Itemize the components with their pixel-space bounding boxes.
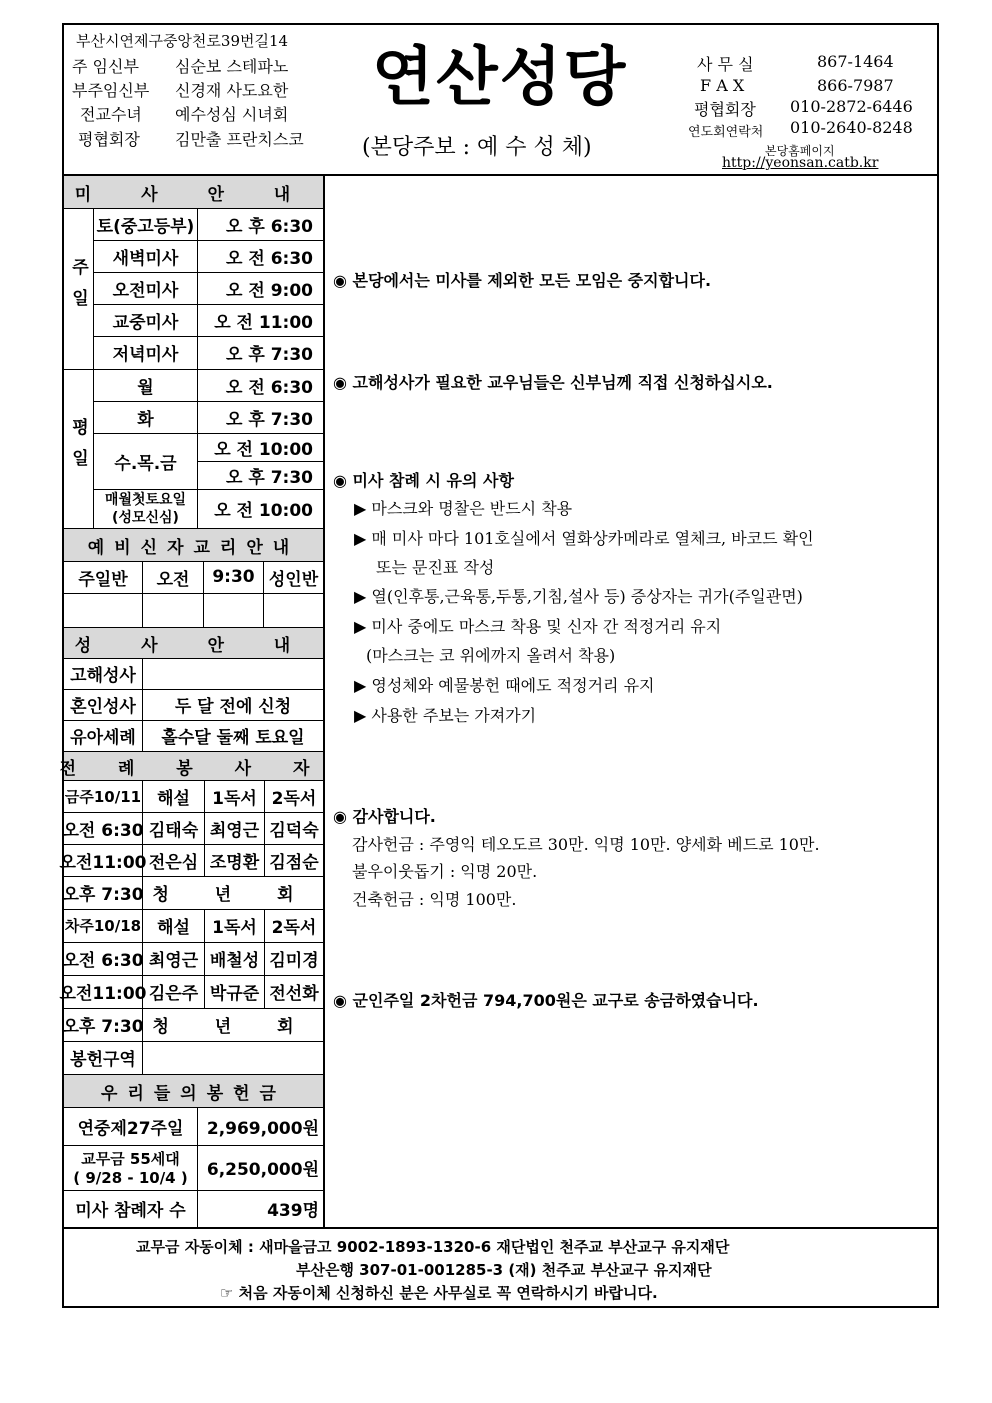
notice-meetings-suspended: ◉ 본당에서는 미사를 제외한 모든 모임은 중지합니다. [333, 271, 712, 290]
office-label: 사 무 실 [697, 55, 754, 74]
office-phone: 867-1464 [817, 52, 894, 71]
catechumen-title: 예비신자교리안내 [87, 537, 300, 558]
rule [64, 593, 323, 594]
weekday-mass-time: 오 전 10:00 [214, 501, 313, 521]
yeondo-label: 연도회연락처 [688, 125, 764, 140]
precaution-item: ▶ 미사 중에도 마스크 착용 및 신자 간 적정거리 유지 [354, 617, 722, 636]
sister-name: 예수성심 시녀회 [175, 105, 289, 124]
council-name: 김만출 프란치스코 [175, 130, 304, 149]
weekday-mass-time: 오 전 6:30 [226, 377, 313, 398]
server-name: 김태숙 [148, 820, 199, 841]
council-phone-label: 평협회장 [694, 100, 756, 119]
pastor-name: 심순보 스테파노 [175, 57, 289, 76]
fax-label: F A X [700, 76, 745, 95]
server-name: 전은심 [148, 852, 199, 873]
thanks-line: 건축헌금 : 익명 100만. [352, 890, 517, 909]
sacrament-value [143, 658, 323, 689]
church-title: 연산성당 [372, 41, 628, 115]
fax-number: 866-7987 [817, 76, 894, 95]
thanks-line: 불우이웃돕기 : 익명 20만. [352, 862, 538, 881]
server-role: 2독서 [271, 918, 317, 938]
sunday-mass-name: 저녁미사 [112, 344, 179, 365]
auto-transfer-line: 교무금 자동이체 : 새마을금고 9002-1893-1320-6 재단법인 천주교 부산교구 유지재단 [136, 1238, 730, 1256]
catechumen-class: 주일반 [78, 569, 128, 590]
sunday-mass-time: 오 전 6:30 [226, 248, 313, 269]
sister-role: 전교수녀 [80, 105, 142, 124]
weekday-mass-time: 오 후 7:30 [226, 467, 313, 488]
notice-military-sunday: ◉ 군인주일 2차헌금 794,700원은 교구로 송금하였습니다. [333, 991, 759, 1010]
precaution-item: 또는 문진표 작성 [376, 558, 495, 577]
server-name: 김점순 [269, 852, 319, 873]
server-time: 오전 6:30 [62, 820, 144, 841]
weekday-mass-name: 화 [137, 409, 154, 430]
offering-value: 2,969,000원 [206, 1118, 319, 1139]
server-role: 해설 [157, 788, 190, 809]
precaution-item: ▶ 매 미사 마다 101호실에서 열화상카메라로 열체크, 바코드 확인 [354, 529, 814, 548]
offerings-title: 우리들의봉헌금 [101, 1083, 286, 1104]
homepage-label: 본당홈페이지 [765, 144, 835, 158]
council-role: 평협회장 [78, 130, 140, 149]
server-name: 전선화 [269, 984, 319, 1004]
sacrament-value: 두 달 전에 신청 [174, 697, 292, 717]
sacrament-label: 고해성사 [70, 666, 136, 686]
bank-account-line: 부산은행 307-01-001285-3 (재) 천주교 부산교구 유지재단 [296, 1261, 712, 1279]
server-name: 김미경 [269, 951, 319, 971]
weekday-mass-name: 수.목.금 [114, 453, 177, 474]
church-address: 부산시연제구중앙천로39번길14 [76, 32, 289, 50]
server-time: 오전11:00 [59, 984, 147, 1004]
server-name: 조명환 [209, 852, 260, 873]
weekday-mass-time: 오 후 7:30 [226, 409, 313, 430]
server-time: 오전 6:30 [62, 951, 144, 971]
church-subtitle: (본당주보 : 예 수 성 체) [362, 135, 592, 160]
precaution-item: (마스크는 코 위에까지 올려서 착용) [366, 646, 616, 665]
notice-mass-precautions: ◉ 미사 참례 시 유의 사항 [333, 471, 514, 490]
server-role: 1독서 [212, 918, 257, 938]
column-divider [323, 174, 325, 1227]
precaution-item: ▶ 사용한 주보는 가져가기 [354, 706, 537, 725]
server-time: 오후 7:30 [62, 1017, 144, 1037]
server-group: 청 년 회 [152, 1017, 314, 1037]
district-value [143, 1041, 323, 1074]
sacrament-label: 유아세례 [70, 728, 136, 748]
notice-confession: ◉ 고해성사가 필요한 교우님들은 신부님께 직접 신청하십시오. [333, 373, 773, 392]
sacrament-label: 혼인성사 [70, 697, 136, 717]
server-group: 청 년 회 [152, 885, 314, 905]
thanks-line: 감사헌금 : 주영익 테오도르 30만. 익명 10만. 양세화 베드로 10만. [352, 835, 820, 854]
footer-divider [62, 1227, 939, 1229]
sunday-label: 주일 [68, 258, 88, 320]
homepage-link[interactable]: http://yeonsan.catb.kr [722, 155, 879, 171]
catechumen-time: 9:30 [212, 567, 255, 587]
server-name: 배철성 [209, 951, 260, 971]
precaution-item: ▶ 열(인후통,근육통,두통,기침,설사 등) 증상자는 귀가(주일관면) [354, 587, 803, 606]
offering-label: 연중제27주일 [77, 1118, 184, 1139]
district-label: 봉헌구역 [70, 1050, 136, 1070]
council-phone: 010-2872-6446 [790, 97, 913, 116]
sunday-mass-name: 새벽미사 [112, 248, 179, 269]
catechumen-period: 오전 [156, 569, 190, 590]
first-sat-subname: (성모신심) [112, 510, 179, 526]
server-name: 최영근 [209, 820, 260, 841]
attendance-value: 439명 [267, 1201, 319, 1221]
server-name: 김은주 [148, 984, 199, 1004]
sunday-mass-name: 교중미사 [112, 312, 179, 333]
attendance-label: 미사 참례자 수 [75, 1201, 186, 1221]
sunday-mass-time: 오 전 9:00 [226, 280, 313, 301]
offering-period: ( 9/28 - 10/4 ) [73, 1169, 188, 1187]
sunday-mass-name: 토(중고등부) [96, 216, 195, 237]
assistant-role: 부주임신부 [72, 81, 150, 100]
pastor-role: 주 임신부 [72, 57, 139, 76]
next-week-label: 차주10/18 [64, 917, 142, 935]
precaution-item: ▶ 영성체와 예물봉헌 때에도 적정거리 유지 [354, 676, 655, 695]
offering-label: 교무금 55세대 [81, 1149, 180, 1168]
offering-value: 6,250,000원 [206, 1160, 319, 1180]
weekday-mass-name: 월 [137, 377, 154, 398]
sacrament-value: 홀수달 둘째 토요일 [161, 728, 305, 748]
server-name: 박규준 [209, 984, 260, 1004]
assistant-name: 신경재 사도요한 [175, 81, 289, 100]
server-role: 해설 [157, 918, 190, 938]
sunday-mass-time: 오 후 6:30 [226, 216, 313, 237]
servers-title: 전 례 봉 사 자 [59, 758, 328, 779]
first-sat-name: 매월첫토요일 [104, 492, 187, 508]
server-time: 오전11:00 [59, 852, 147, 873]
mass-guide-title: 미 사 안 내 [74, 184, 313, 205]
weekday-label: 평일 [68, 418, 88, 480]
sunday-mass-time: 오 전 11:00 [214, 312, 313, 333]
server-name: 김덕숙 [269, 820, 319, 841]
server-time: 오후 7:30 [62, 885, 144, 905]
weekday-mass-time: 오 전 10:00 [214, 439, 313, 460]
notice-thanks: ◉ 감사합니다. [333, 807, 436, 826]
server-role: 1독서 [212, 788, 257, 809]
this-week-label: 금주10/11 [64, 787, 142, 806]
server-role: 2독서 [271, 788, 317, 809]
sacraments-title: 성 사 안 내 [74, 635, 313, 656]
sunday-mass-time: 오 후 7:30 [226, 344, 313, 365]
contact-office-line: ☞ 처음 자동이체 신청하신 분은 사무실로 꼭 연락하시기 바랍니다. [220, 1284, 658, 1302]
server-name: 최영근 [148, 951, 199, 971]
precaution-item: ▶ 마스크와 명찰은 반드시 착용 [354, 499, 573, 518]
sunday-mass-name: 오전미사 [112, 280, 179, 301]
catechumen-adult: 성인반 [268, 569, 319, 590]
yeondo-phone: 010-2640-8248 [790, 118, 913, 137]
